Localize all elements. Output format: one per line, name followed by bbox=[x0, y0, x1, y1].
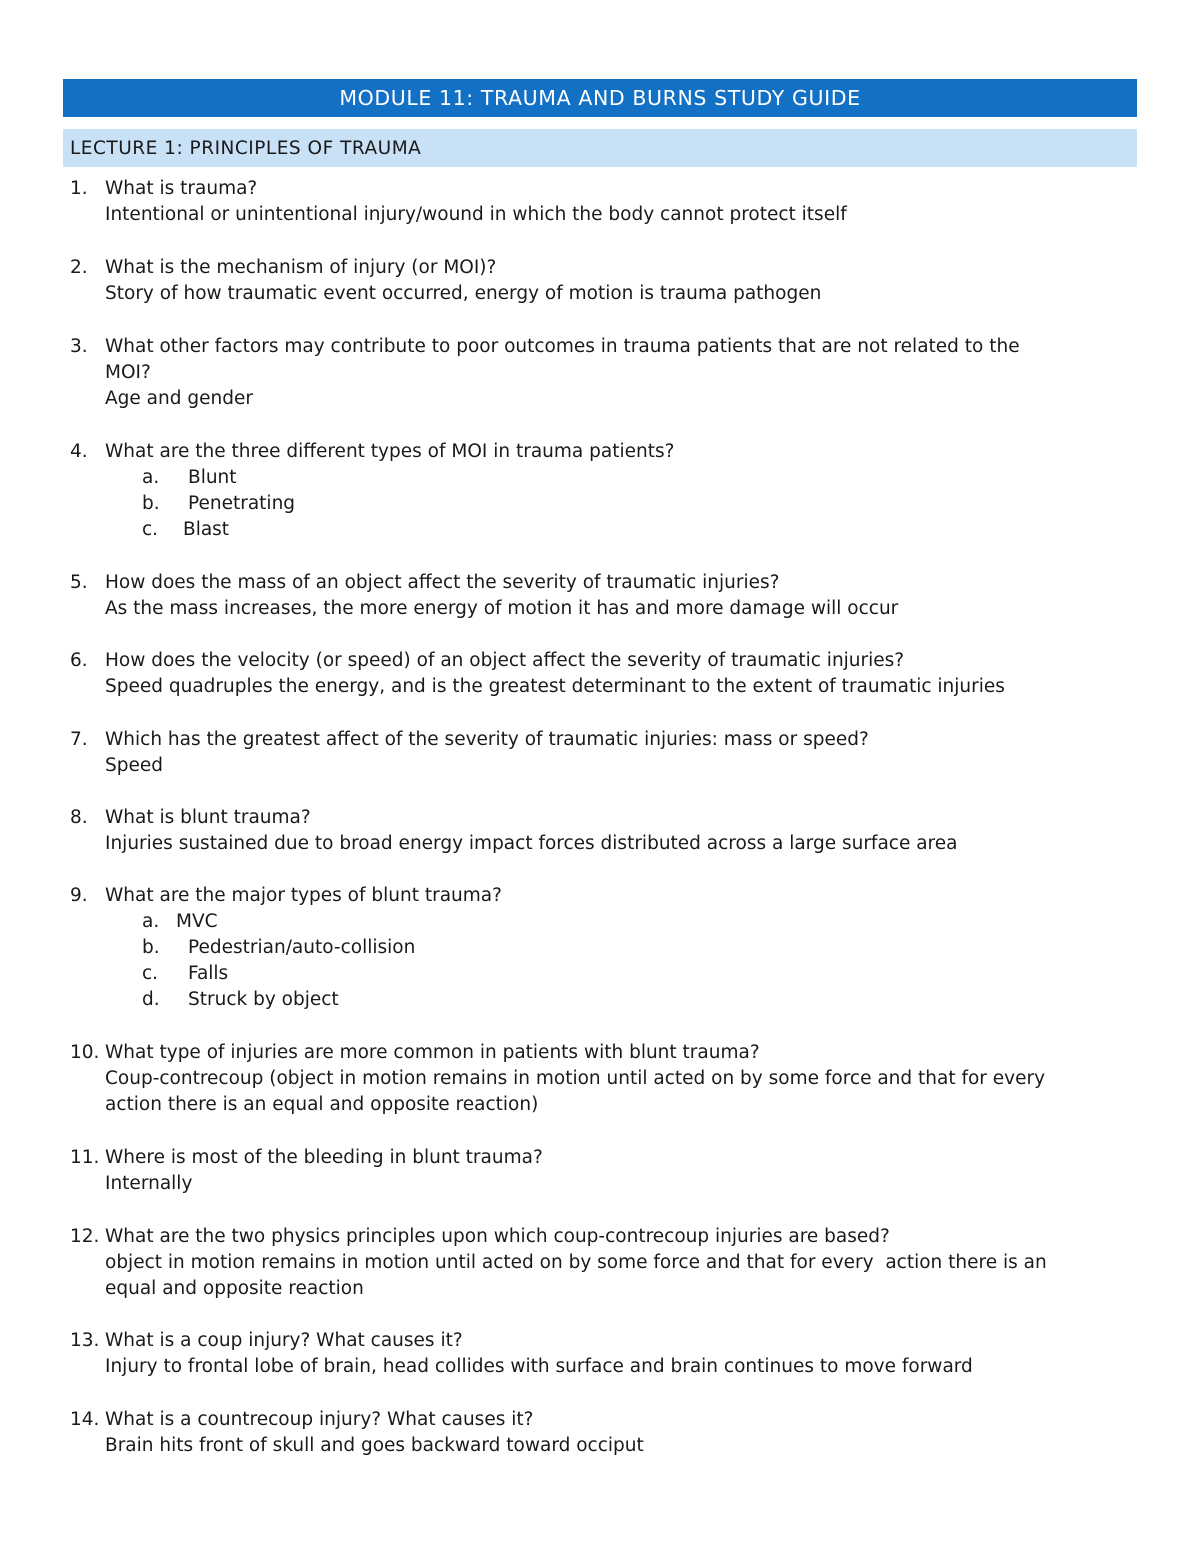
lecture-title: LECTURE 1: PRINCIPLES OF TRAUMA bbox=[70, 137, 422, 159]
question-number: 8. bbox=[70, 807, 88, 828]
list-item-text: Penetrating bbox=[188, 493, 296, 514]
question-number: 3. bbox=[70, 336, 88, 357]
question-number: 2. bbox=[70, 257, 88, 278]
list-item bbox=[105, 517, 1115, 543]
list-letter: c. bbox=[142, 519, 159, 540]
answer-text: Internally bbox=[105, 1173, 193, 1194]
answer-text: As the mass increases, the more energy of motion it has and more damage will occur bbox=[105, 598, 899, 619]
module-title: MODULE 11: TRAUMA AND BURNS STUDY GUIDE bbox=[339, 86, 861, 110]
answer-text: Coup-contrecoup (object in motion remains in motion until acted on by some force and that for every bbox=[105, 1068, 1046, 1089]
question-number: 9. bbox=[70, 885, 88, 906]
answer-text: Brain hits front of skull and goes backward toward occiput bbox=[105, 1435, 644, 1456]
answer-text: Story of how traumatic event occurred, energy of motion is trauma pathogen bbox=[105, 283, 822, 304]
list-letter: b. bbox=[142, 493, 160, 514]
question-number: 13. bbox=[70, 1330, 100, 1351]
question-number: 14. bbox=[70, 1409, 100, 1430]
question-text: What is blunt trauma? bbox=[105, 807, 311, 828]
list-letter: a. bbox=[142, 911, 160, 932]
question-text-continued: MOI? bbox=[105, 362, 151, 383]
question-number: 4. bbox=[70, 441, 88, 462]
question-number: 1. bbox=[70, 178, 88, 199]
question-text: What is trauma? bbox=[105, 178, 258, 199]
question-text: What is the mechanism of injury (or MOI)? bbox=[105, 257, 497, 278]
question-number: 12. bbox=[70, 1226, 100, 1247]
question-text: What is a coup injury? What causes it? bbox=[105, 1330, 463, 1351]
question-text: What are the three different types of MOI in trauma patients? bbox=[105, 441, 675, 462]
list-letter: d. bbox=[142, 989, 160, 1010]
answer-text: Intentional or unintentional injury/wound in which the body cannot protect itself bbox=[105, 204, 847, 225]
list-item bbox=[105, 491, 1115, 517]
list-item-text: Pedestrian/auto-collision bbox=[188, 937, 416, 958]
answer-text: action there is an equal and opposite reaction) bbox=[105, 1094, 539, 1115]
list-item-text: Struck by object bbox=[188, 989, 339, 1010]
list-item-text: MVC bbox=[176, 911, 218, 932]
question-number: 5. bbox=[70, 572, 88, 593]
question-number: 6. bbox=[70, 650, 88, 671]
question-text: How does the velocity (or speed) of an object affect the severity of traumatic injuries? bbox=[105, 650, 905, 671]
question-number: 7. bbox=[70, 729, 88, 750]
question-number: 11. bbox=[70, 1147, 100, 1168]
answer-text: object in motion remains in motion until acted on by some force and that for every action there is an bbox=[105, 1252, 1047, 1273]
answer-text: Injury to frontal lobe of brain, head collides with surface and brain continues to move forward bbox=[105, 1356, 973, 1377]
list-letter: a. bbox=[142, 467, 160, 488]
answer-text: equal and opposite reaction bbox=[105, 1278, 364, 1299]
list-letter: b. bbox=[142, 937, 160, 958]
question-text: What other factors may contribute to poor outcomes in trauma patients that are not related to the bbox=[105, 336, 1020, 357]
question-text: What is a countrecoup injury? What causes it? bbox=[105, 1409, 534, 1430]
list-item-text: Falls bbox=[188, 963, 229, 984]
answer-text: Speed bbox=[105, 755, 163, 776]
list-item-text: Blunt bbox=[188, 467, 237, 488]
answer-text: Injuries sustained due to broad energy impact forces distributed across a large surface area bbox=[105, 833, 958, 854]
list-letter: c. bbox=[142, 963, 159, 984]
list-item bbox=[105, 961, 1115, 987]
list-item bbox=[105, 909, 1115, 935]
question-text: Where is most of the bleeding in blunt trauma? bbox=[105, 1147, 543, 1168]
list-item-text: Blast bbox=[183, 519, 230, 540]
question-text: How does the mass of an object affect the severity of traumatic injuries? bbox=[105, 572, 780, 593]
answer-text: Speed quadruples the energy, and is the greatest determinant to the extent of traumatic injuries bbox=[105, 676, 1005, 697]
list-item bbox=[105, 935, 1115, 961]
question-text: What type of injuries are more common in patients with blunt trauma? bbox=[105, 1042, 760, 1063]
list-item bbox=[105, 987, 1115, 1013]
question-number: 10. bbox=[70, 1042, 100, 1063]
question-text: What are the two physics principles upon which coup-contrecoup injuries are based? bbox=[105, 1226, 890, 1247]
answer-text: Age and gender bbox=[105, 388, 253, 409]
question-text: What are the major types of blunt trauma? bbox=[105, 885, 502, 906]
question-text: Which has the greatest affect of the severity of traumatic injuries: mass or speed? bbox=[105, 729, 869, 750]
list-item bbox=[105, 465, 1115, 491]
